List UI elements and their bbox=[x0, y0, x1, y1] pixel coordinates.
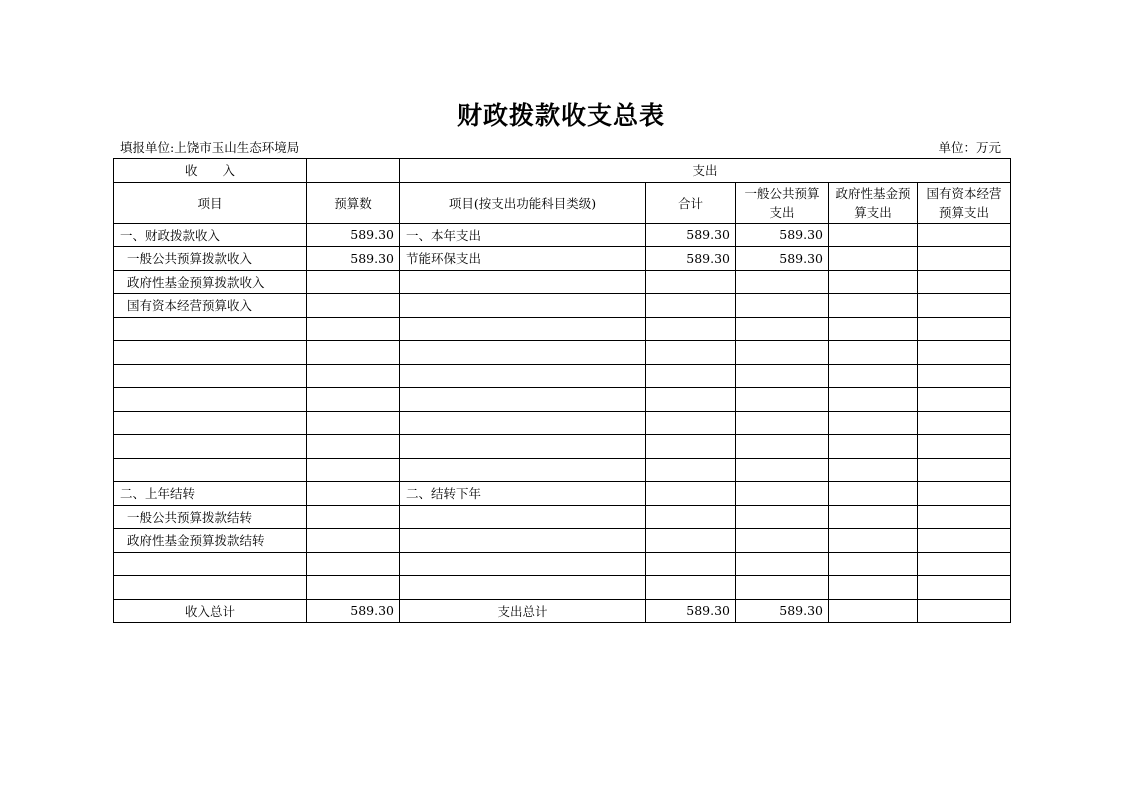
state-capital-cell bbox=[918, 270, 1011, 294]
income-item-cell bbox=[114, 341, 307, 365]
expense-item-cell bbox=[400, 576, 646, 600]
income-amount-cell bbox=[307, 529, 400, 553]
expense-total-cell bbox=[646, 482, 736, 506]
table-row bbox=[114, 317, 1011, 341]
expense-total-cell bbox=[646, 435, 736, 459]
state-capital-cell bbox=[918, 294, 1011, 318]
state-capital-cell bbox=[918, 552, 1011, 576]
general-budget-cell bbox=[736, 482, 829, 506]
income-item-cell bbox=[114, 552, 307, 576]
expense-item-cell bbox=[400, 529, 646, 553]
header-row-groups bbox=[114, 159, 1011, 183]
expense-total-cell bbox=[646, 411, 736, 435]
col-header-total: 合计 bbox=[646, 182, 736, 223]
state-capital-cell bbox=[918, 529, 1011, 553]
expense-item-cell bbox=[400, 552, 646, 576]
income-item-cell bbox=[114, 317, 307, 341]
income-item-cell: 政府性基金预算拨款收入 bbox=[114, 270, 307, 294]
general-budget-cell bbox=[736, 317, 829, 341]
table-row bbox=[114, 482, 1011, 506]
table-row bbox=[114, 270, 1011, 294]
income-amount-cell bbox=[307, 294, 400, 318]
expense-total-cell bbox=[646, 270, 736, 294]
table-row bbox=[114, 458, 1011, 482]
general-budget-cell bbox=[736, 294, 829, 318]
gov-fund-cell bbox=[829, 294, 918, 318]
expense-item-cell bbox=[400, 341, 646, 365]
gov-fund-total bbox=[829, 599, 918, 623]
general-budget-cell bbox=[736, 458, 829, 482]
expense-item-cell bbox=[400, 411, 646, 435]
expense-total-label: 支出总计 bbox=[400, 599, 646, 623]
table-row bbox=[114, 576, 1011, 600]
income-item-cell bbox=[114, 411, 307, 435]
general-budget-cell bbox=[736, 364, 829, 388]
gov-fund-cell bbox=[829, 482, 918, 506]
currency-unit: 单位：万元 bbox=[938, 140, 1001, 155]
expense-item-cell bbox=[400, 435, 646, 459]
income-item-cell: 一、财政拨款收入 bbox=[114, 223, 307, 247]
expense-total-cell: 589.30 bbox=[646, 247, 736, 271]
income-amount-cell bbox=[307, 482, 400, 506]
income-amount-cell bbox=[307, 505, 400, 529]
table-row bbox=[114, 223, 1011, 247]
gov-fund-cell bbox=[829, 317, 918, 341]
state-capital-total bbox=[918, 599, 1011, 623]
state-capital-cell bbox=[918, 505, 1011, 529]
state-capital-cell bbox=[918, 388, 1011, 412]
income-item-cell bbox=[114, 388, 307, 412]
budget-table bbox=[113, 158, 1011, 623]
expense-item-cell: 节能环保支出 bbox=[400, 247, 646, 271]
gov-fund-cell bbox=[829, 341, 918, 365]
expense-item-cell bbox=[400, 317, 646, 341]
income-item-cell: 政府性基金预算拨款结转 bbox=[114, 529, 307, 553]
income-amount-cell: 589.30 bbox=[307, 247, 400, 271]
gov-fund-cell bbox=[829, 270, 918, 294]
state-capital-cell bbox=[918, 576, 1011, 600]
gov-fund-cell bbox=[829, 411, 918, 435]
income-item-cell: 国有资本经营预算收入 bbox=[114, 294, 307, 318]
general-budget-cell bbox=[736, 435, 829, 459]
income-item-cell: 二、上年结转 bbox=[114, 482, 307, 506]
general-budget-total: 589.30 bbox=[736, 599, 829, 623]
income-item-cell: 一般公共预算拨款结转 bbox=[114, 505, 307, 529]
income-item-cell bbox=[114, 364, 307, 388]
page-title: 财政拨款收支总表 bbox=[456, 101, 665, 130]
gov-fund-cell bbox=[829, 247, 918, 271]
income-amount-cell bbox=[307, 552, 400, 576]
table-row bbox=[114, 411, 1011, 435]
income-amount-cell bbox=[307, 411, 400, 435]
expense-total-cell bbox=[646, 294, 736, 318]
expense-item-cell bbox=[400, 458, 646, 482]
general-budget-cell bbox=[736, 341, 829, 365]
gov-fund-cell bbox=[829, 576, 918, 600]
general-budget-cell bbox=[736, 388, 829, 412]
table-row bbox=[114, 505, 1011, 529]
expense-item-cell bbox=[400, 388, 646, 412]
reporting-unit: 填报单位:上饶市玉山生态环境局 bbox=[120, 140, 300, 155]
income-total-label: 收入总计 bbox=[114, 599, 307, 623]
general-budget-cell bbox=[736, 552, 829, 576]
table-row bbox=[114, 435, 1011, 459]
gov-fund-cell bbox=[829, 505, 918, 529]
state-capital-cell bbox=[918, 458, 1011, 482]
state-capital-cell bbox=[918, 247, 1011, 271]
expense-item-cell bbox=[400, 294, 646, 318]
col-header-expense-item: 项目(按支出功能科目类级) bbox=[400, 182, 646, 223]
state-capital-cell bbox=[918, 223, 1011, 247]
income-amount-cell bbox=[307, 270, 400, 294]
table-row bbox=[114, 294, 1011, 318]
col-header-general-budget: 一般公共预算支出 bbox=[736, 182, 829, 223]
income-item-cell bbox=[114, 435, 307, 459]
income-amount-cell bbox=[307, 388, 400, 412]
state-capital-cell bbox=[918, 482, 1011, 506]
gov-fund-cell bbox=[829, 529, 918, 553]
expense-total-cell bbox=[646, 317, 736, 341]
income-amount-cell bbox=[307, 458, 400, 482]
general-budget-cell bbox=[736, 576, 829, 600]
col-header-budget-amount: 预算数 bbox=[307, 182, 400, 223]
table-row bbox=[114, 341, 1011, 365]
expense-item-cell: 一、本年支出 bbox=[400, 223, 646, 247]
general-budget-cell bbox=[736, 529, 829, 553]
expense-total-amount: 589.30 bbox=[646, 599, 736, 623]
gov-fund-cell bbox=[829, 435, 918, 459]
table-row bbox=[114, 388, 1011, 412]
general-budget-cell: 589.30 bbox=[736, 247, 829, 271]
table-row bbox=[114, 364, 1011, 388]
expense-item-cell bbox=[400, 270, 646, 294]
expense-total-cell bbox=[646, 505, 736, 529]
gov-fund-cell bbox=[829, 458, 918, 482]
table-row bbox=[114, 529, 1011, 553]
expense-total-cell bbox=[646, 458, 736, 482]
expense-total-cell bbox=[646, 552, 736, 576]
income-item-cell bbox=[114, 458, 307, 482]
header-row-columns bbox=[114, 182, 1011, 223]
income-item-cell bbox=[114, 576, 307, 600]
gov-fund-cell bbox=[829, 364, 918, 388]
gov-fund-cell bbox=[829, 552, 918, 576]
expense-item-cell bbox=[400, 505, 646, 529]
gov-fund-cell bbox=[829, 223, 918, 247]
table-row bbox=[114, 247, 1011, 271]
general-budget-cell bbox=[736, 411, 829, 435]
income-amount-cell bbox=[307, 576, 400, 600]
general-budget-cell: 589.30 bbox=[736, 223, 829, 247]
state-capital-cell bbox=[918, 317, 1011, 341]
expense-total-cell bbox=[646, 388, 736, 412]
col-header-income-item: 项目 bbox=[114, 182, 307, 223]
state-capital-cell bbox=[918, 435, 1011, 459]
income-amount-cell bbox=[307, 317, 400, 341]
expense-item-cell: 二、结转下年 bbox=[400, 482, 646, 506]
header-blank-cell bbox=[307, 159, 400, 183]
state-capital-cell bbox=[918, 411, 1011, 435]
gov-fund-cell bbox=[829, 388, 918, 412]
income-item-cell: 一般公共预算拨款收入 bbox=[114, 247, 307, 271]
state-capital-cell bbox=[918, 364, 1011, 388]
expense-total-cell bbox=[646, 529, 736, 553]
totals-row bbox=[114, 599, 1011, 623]
general-budget-cell bbox=[736, 505, 829, 529]
expense-total-cell: 589.30 bbox=[646, 223, 736, 247]
general-budget-cell bbox=[736, 270, 829, 294]
col-header-gov-fund: 政府性基金预算支出 bbox=[829, 182, 918, 223]
expense-total-cell bbox=[646, 341, 736, 365]
income-group-header: 收 入 bbox=[114, 159, 307, 183]
expense-total-cell bbox=[646, 364, 736, 388]
col-header-state-capital: 国有资本经营预算支出 bbox=[918, 182, 1011, 223]
expense-total-cell bbox=[646, 576, 736, 600]
income-amount-cell bbox=[307, 364, 400, 388]
income-amount-cell bbox=[307, 435, 400, 459]
income-amount-cell bbox=[307, 341, 400, 365]
state-capital-cell bbox=[918, 341, 1011, 365]
income-total-amount: 589.30 bbox=[307, 599, 400, 623]
expense-item-cell bbox=[400, 364, 646, 388]
income-amount-cell: 589.30 bbox=[307, 223, 400, 247]
expense-group-header: 支出 bbox=[400, 159, 1011, 183]
table-row bbox=[114, 552, 1011, 576]
